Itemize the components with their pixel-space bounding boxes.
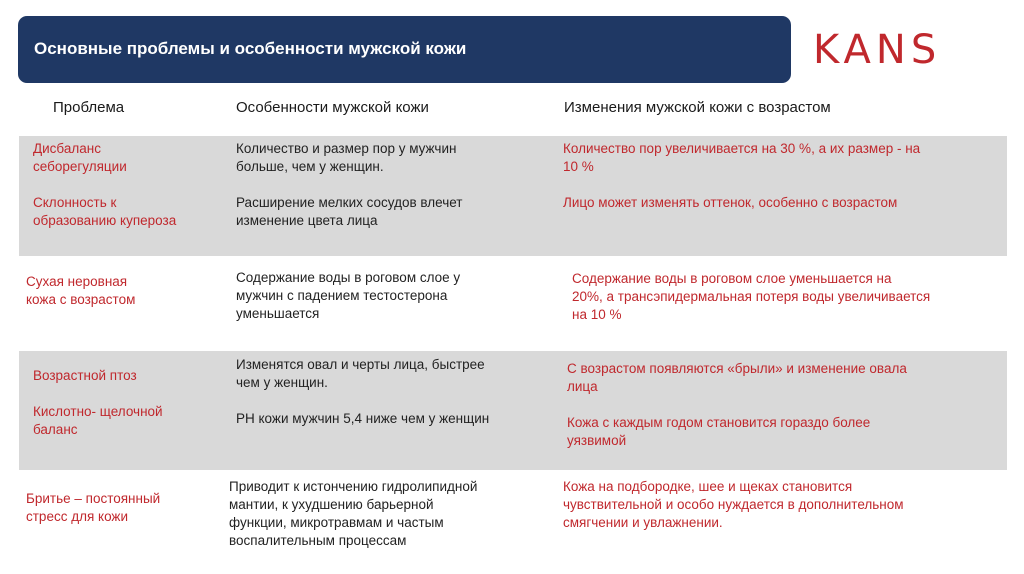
row1-problem-2: Склонность к образованию купероза [33,195,177,228]
row4-change-1: Кожа на подбородке, шее и щеках становится чувствительной и особо нуждается в дополнительном смягчении и увлажнении. [563,479,904,530]
column-header-problem: Проблема [53,99,125,116]
row2-feature-1: Содержание воды в роговом слое у мужчин с падением тестостерона уменьшается [236,270,461,321]
column-header-features: Особенности мужской кожи [236,99,429,116]
row3-feature-1: Изменятся овал и черты лица, быстрее чем у женщин. [236,357,485,390]
row4-problem-1: Бритье – постоянный стресс для кожи [26,491,161,524]
row3-feature-2: PH кожи мужчин 5,4 ниже чем у женщин [236,411,490,426]
row2-change-1: Содержание воды в роговом слое уменьшается на 20%, а трансэпидермальная потеря воды увеличивается на 10 % [572,271,931,322]
page-title: Основные проблемы и особенности мужской кожи [34,39,467,58]
row1-feature-1: Количество и размер пор у мужчин больше, чем у женщин. [236,141,457,174]
row1-problem-1: Дисбаланс себорегуляции [33,141,127,174]
row3-change-2: Кожа с каждым годом становится гораздо более уязвимой [567,415,871,448]
row3-problem-1: Возрастной птоз [33,368,137,383]
row3-problem-2: Кислотно- щелочной баланс [33,404,163,437]
row1-change-1: Количество пор увеличивается на 30 %, а их размер - на 10 % [563,141,921,174]
row2-problem-1: Сухая неровная кожа с возрастом [26,274,136,307]
row4-feature-1: Приводит к истончению гидролипидной мантии, к ухудшению барьерной функции, микротравмам и частым воспалительным процессам [229,479,478,548]
kans-logo: KANS [813,27,942,73]
row1-change-2: Лицо может изменять оттенок, особенно с возрастом [563,195,898,210]
row1-feature-2: Расширение мелких сосудов влечет изменение цвета лица [236,195,463,228]
column-header-changes: Изменения мужской кожи с возрастом [564,99,831,116]
row3-change-1: С возрастом появляются «брыли» и изменение овала лица [567,361,907,394]
title-bar [18,16,791,83]
